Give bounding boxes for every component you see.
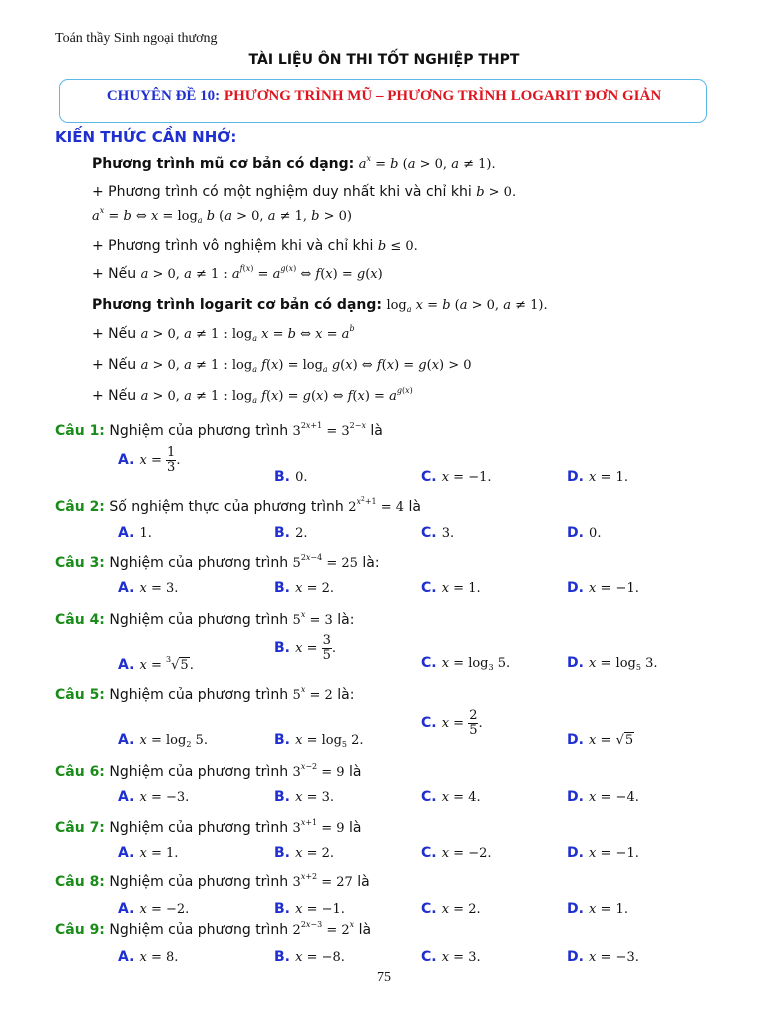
- question-text: Nghiệm của phương trình: [109, 423, 289, 439]
- q9-option-c[interactable]: C. x = 3.: [421, 949, 481, 965]
- option-letter: C.: [421, 655, 437, 671]
- question-label: Câu 8:: [55, 874, 105, 890]
- q8-option-b[interactable]: B. x = −1.: [274, 901, 345, 917]
- option-letter: B.: [274, 640, 290, 656]
- question-label: Câu 4:: [55, 612, 105, 628]
- option-letter: D.: [567, 655, 584, 671]
- option-letter: C.: [421, 845, 437, 861]
- q7-option-a[interactable]: A. x = 1.: [118, 845, 179, 861]
- question-8: [55, 874, 370, 890]
- option-letter: C.: [421, 469, 437, 485]
- q6-option-a[interactable]: A. x = −3.: [118, 789, 190, 805]
- q7-option-b[interactable]: B. x = 2.: [274, 845, 334, 861]
- question-suffix: là:: [362, 555, 380, 571]
- q9-option-b[interactable]: B. x = −8.: [274, 949, 345, 965]
- question-text: Số nghiệm thực của phương trình: [109, 499, 344, 515]
- exp-rule2-formula: b ≤ 0.: [377, 239, 418, 254]
- question-equation: $3^{x-2} = 9$: [292, 762, 345, 780]
- question-equation: $5^x = 3$: [292, 610, 333, 628]
- q6-option-c[interactable]: C. x = 4.: [421, 789, 481, 805]
- question-suffix: là: [408, 499, 421, 515]
- question-equation: $3^{x+1} = 9$: [292, 818, 345, 836]
- q2-option-b[interactable]: B. 2.: [274, 525, 308, 541]
- option-letter: D.: [567, 580, 584, 596]
- exp-rule3-formula: a > 0, a ≠ 1 : $a^{f(x)} = a^{g(x)}$ ⇔ f(x) = g(x): [140, 264, 383, 282]
- option-letter: D.: [567, 789, 584, 805]
- q3-option-b[interactable]: B. x = 2.: [274, 580, 334, 596]
- theory-heading: KIẾN THỨC CẦN NHỚ:: [55, 128, 237, 146]
- exp-intro: Phương trình mũ cơ bản có dạng:: [92, 156, 355, 172]
- question-text: Nghiệm của phương trình: [109, 555, 289, 571]
- q6-option-b[interactable]: B. x = 3.: [274, 789, 334, 805]
- q2-option-a[interactable]: A. 1.: [118, 525, 152, 541]
- q7-option-c[interactable]: C. x = −2.: [421, 845, 492, 861]
- question-label: Câu 6:: [55, 764, 105, 780]
- question-suffix: là: [370, 423, 383, 439]
- question-equation: $2^{x^2+1} = 4$: [348, 496, 405, 515]
- q4-option-b[interactable]: B. x = $\frac{3}{5}$ .: [274, 633, 337, 663]
- option-letter: D.: [567, 949, 584, 965]
- q1-option-b[interactable]: B. 0.: [274, 469, 308, 485]
- question-text: Nghiệm của phương trình: [109, 612, 289, 628]
- option-letter: B.: [274, 580, 290, 596]
- option-letter: C.: [421, 901, 437, 917]
- q5-option-d[interactable]: D. x = √5: [567, 732, 634, 748]
- topic-name: PHƯƠNG TRÌNH MŨ – PHƯƠNG TRÌNH LOGARIT ĐƠN GIẢN: [223, 88, 662, 104]
- question-1: [55, 423, 383, 439]
- question-suffix: là: [349, 820, 362, 836]
- q9-option-a[interactable]: A. x = 8.: [118, 949, 179, 965]
- question-label: Câu 7:: [55, 820, 105, 836]
- question-9: [55, 922, 371, 938]
- option-letter: A.: [118, 789, 135, 805]
- q2-option-c[interactable]: C. 3.: [421, 525, 455, 541]
- q9-option-d[interactable]: D. x = −3.: [567, 949, 639, 965]
- option-letter: B.: [274, 732, 290, 748]
- option-letter: A.: [118, 580, 135, 596]
- exp-rule1-formula: b > 0.: [476, 185, 517, 200]
- log-intro: Phương trình logarit cơ bản có dạng:: [92, 297, 382, 313]
- q1-option-c[interactable]: C. x = −1.: [421, 469, 492, 485]
- log-rule1-line: [92, 326, 355, 342]
- option-letter: D.: [567, 469, 584, 485]
- log-rule2-formula: a > 0, a ≠ 1 : $\log_a f(x) = \log_a g(x)$ ⇔ f(x) = g(x) > 0: [140, 358, 472, 374]
- question-text: Nghiệm của phương trình: [109, 687, 289, 703]
- option-letter: A.: [118, 732, 135, 748]
- if-prefix: + Nếu: [92, 357, 137, 373]
- exp-form-formula: $a^x = b$ (a > 0, a ≠ 1).: [358, 154, 496, 172]
- q5-option-a[interactable]: A. $x = \log_2 5$.: [118, 732, 208, 749]
- option-letter: A.: [118, 452, 135, 468]
- option-letter: D.: [567, 845, 584, 861]
- question-text: Nghiệm của phương trình: [109, 764, 289, 780]
- question-text: Nghiệm của phương trình: [109, 922, 289, 938]
- q1-option-a[interactable]: A. x = $\frac{1}{3}$ .: [118, 445, 181, 475]
- log-rule3-line: [92, 388, 413, 404]
- option-letter: A.: [118, 949, 135, 965]
- q5-option-c[interactable]: C. x = $\frac{2}{5}$ .: [421, 708, 483, 738]
- page-number: 75: [377, 970, 391, 985]
- exp-rule1: + Phương trình có một nghiệm duy nhất khi và chỉ khi: [92, 184, 472, 200]
- option-letter: D.: [567, 525, 584, 541]
- question-equation: $3^{x+2} = 27$: [292, 872, 353, 890]
- log-rule1-formula: a > 0, a ≠ 1 : $\log_a x = b$ ⇔ $x = a^b$: [140, 324, 355, 343]
- option-letter: C.: [421, 789, 437, 805]
- log-rule3-formula: a > 0, a ≠ 1 : $\log_a f(x) = g(x)$ ⇔ $f(x) = a^{g(x)}$: [140, 386, 413, 405]
- q1-option-d[interactable]: D. x = 1.: [567, 469, 628, 485]
- option-letter: B.: [274, 469, 290, 485]
- option-letter: C.: [421, 715, 437, 731]
- question-label: Câu 3:: [55, 555, 105, 571]
- q3-option-a[interactable]: A. x = 3.: [118, 580, 179, 596]
- question-label: Câu 2:: [55, 499, 105, 515]
- question-suffix: là: [349, 764, 362, 780]
- q5-option-b[interactable]: B. $x = \log_5 2$.: [274, 732, 364, 749]
- q6-option-d[interactable]: D. x = −4.: [567, 789, 639, 805]
- topic-label: CHUYÊN ĐỀ 10:: [106, 88, 221, 104]
- question-equation: $3^{2x+1} = 3^{2-x}$: [292, 421, 366, 439]
- if-prefix: + Nếu: [92, 266, 137, 282]
- option-letter: C.: [421, 949, 437, 965]
- question-equation: $5^{2x-4} = 25$: [292, 553, 358, 571]
- option-letter: A.: [118, 845, 135, 861]
- q8-option-a[interactable]: A. x = −2.: [118, 901, 190, 917]
- option-letter: A.: [118, 657, 135, 673]
- q8-option-c[interactable]: C. x = 2.: [421, 901, 481, 917]
- option-letter: D.: [567, 901, 584, 917]
- option-letter: C.: [421, 580, 437, 596]
- q8-option-d[interactable]: D. x = 1.: [567, 901, 628, 917]
- option-letter: B.: [274, 949, 290, 965]
- question-5: [55, 687, 354, 703]
- log-intro-line: [92, 297, 548, 313]
- if-prefix: + Nếu: [92, 326, 137, 342]
- q4-option-c[interactable]: C. $x = \log_3 5$.: [421, 655, 511, 672]
- question-suffix: là: [357, 874, 370, 890]
- option-letter: B.: [274, 525, 290, 541]
- topic-heading: [0, 88, 768, 105]
- option-letter: C.: [421, 525, 437, 541]
- option-letter: A.: [118, 525, 135, 541]
- log-rule2-line: [92, 357, 472, 373]
- option-letter: A.: [118, 901, 135, 917]
- log-form-formula: $\log_a x = b$ (a > 0, a ≠ 1).: [386, 298, 548, 314]
- exp-rule3-line: [92, 266, 383, 282]
- option-letter: B.: [274, 845, 290, 861]
- question-3: [55, 555, 380, 571]
- document-title: TÀI LIỆU ÔN THI TỐT NGHIỆP THPT: [248, 52, 520, 68]
- question-suffix: là:: [337, 687, 355, 703]
- question-suffix: là:: [337, 612, 355, 628]
- question-4: [55, 612, 354, 628]
- question-label: Câu 5:: [55, 687, 105, 703]
- question-equation: $5^x = 2$: [292, 685, 333, 703]
- q7-option-d[interactable]: D. x = −1.: [567, 845, 639, 861]
- option-letter: B.: [274, 901, 290, 917]
- header-author: Toán thầy Sinh ngoại thương: [55, 31, 218, 46]
- q4-option-a[interactable]: A. x = $^3$√5.: [118, 655, 194, 673]
- if-prefix: + Nếu: [92, 388, 137, 404]
- question-label: Câu 9:: [55, 922, 105, 938]
- exp-solution-formula: $a^x = b$ ⇔ $x = \log_a b$ (a > 0, a ≠ 1, b > 0): [92, 206, 352, 225]
- question-suffix: là: [358, 922, 372, 938]
- q2-option-d[interactable]: D. 0.: [567, 525, 602, 541]
- question-text: Nghiệm của phương trình: [109, 874, 289, 890]
- question-text: Nghiệm của phương trình: [109, 820, 289, 836]
- q4-option-d[interactable]: D. $x = \log_5 3$.: [567, 655, 658, 672]
- question-equation: $2^{2x-3} = 2^x$: [292, 920, 355, 938]
- question-label: Câu 1:: [55, 423, 105, 439]
- question-7: [55, 820, 361, 836]
- exp-intro-line: [92, 156, 496, 172]
- exp-rule1-line: [92, 184, 516, 200]
- q3-option-c[interactable]: C. x = 1.: [421, 580, 481, 596]
- question-6: [55, 764, 361, 780]
- exp-rule2-line: [92, 238, 418, 254]
- q3-option-d[interactable]: D. x = −1.: [567, 580, 639, 596]
- option-letter: B.: [274, 789, 290, 805]
- exp-rule2: + Phương trình vô nghiệm khi và chỉ khi: [92, 238, 374, 254]
- question-2: [55, 496, 421, 515]
- option-letter: D.: [567, 732, 584, 748]
